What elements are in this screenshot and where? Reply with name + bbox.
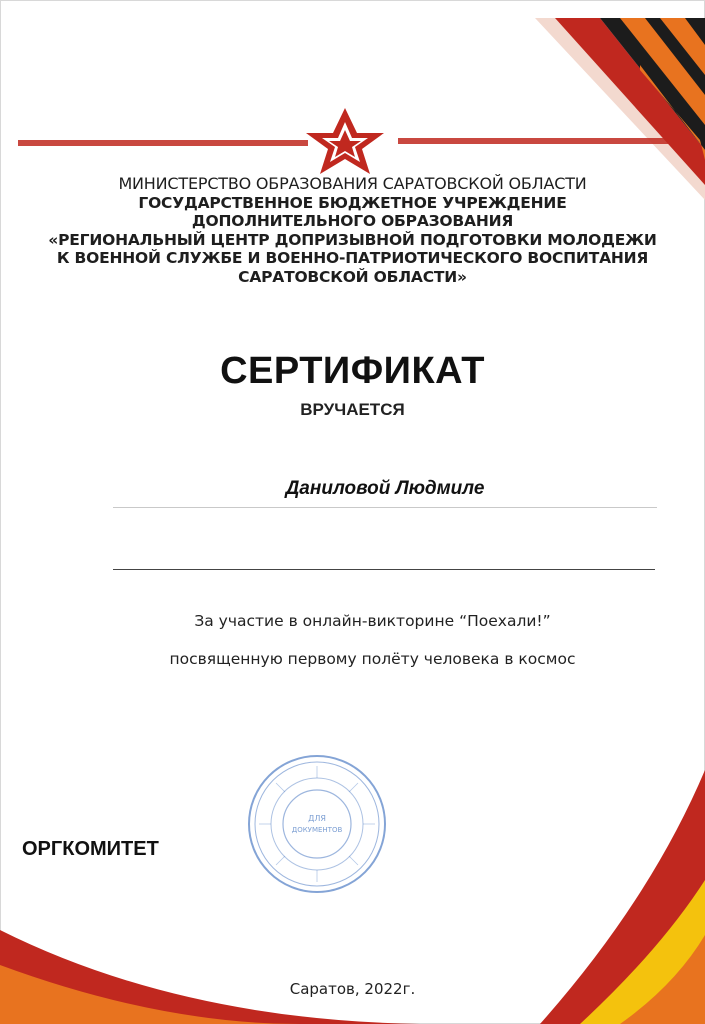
recipient-name: Даниловой Людмиле [285, 478, 485, 499]
issuer-header [20, 175, 685, 286]
star-icon [306, 108, 384, 174]
blank-line [113, 569, 655, 570]
official-stamp [245, 752, 390, 897]
stamp-text-2: ДОКУМЕНТОВ [291, 826, 343, 834]
recipient-underline [113, 507, 657, 508]
reason-line-1: За участие в онлайн-викторине “Поехали!” [194, 612, 551, 630]
header-line-3: ДОПОЛНИТЕЛЬНОГО ОБРАЗОВАНИЯ [191, 212, 514, 230]
header-line-2: ГОСУДАРСТВЕННОЕ БЮДЖЕТНОЕ УЧРЕЖДЕНИЕ [138, 193, 567, 212]
header-line-4: «РЕГИОНАЛЬНЫЙ ЦЕНТР ДОПРИЗЫВНОЙ ПОДГОТОВКИ МОЛОДЕЖИ [48, 230, 657, 249]
header-line-5: К ВОЕННОЙ СЛУЖБЕ И ВОЕННО-ПАТРИОТИЧЕСКОГО ВОСПИТАНИЯ [56, 249, 649, 267]
certificate-title: СЕРТИФИКАТ [220, 350, 485, 392]
place-date: Саратов, 2022г. [289, 980, 416, 998]
organizing-committee: ОРГКОМИТЕТ [22, 838, 159, 860]
header-line-6: САРАТОВСКОЙ ОБЛАСТИ» [238, 267, 467, 286]
stamp-text-1: ДЛЯ [308, 814, 326, 823]
header-line-1: МИНИСТЕРСТВО ОБРАЗОВАНИЯ САРАТОВСКОЙ ОБЛАСТИ [118, 174, 587, 193]
reason-line-2: посвященную первому полёту человека в космос [169, 650, 576, 668]
certificate-subtitle: ВРУЧАЕТСЯ [300, 400, 405, 419]
